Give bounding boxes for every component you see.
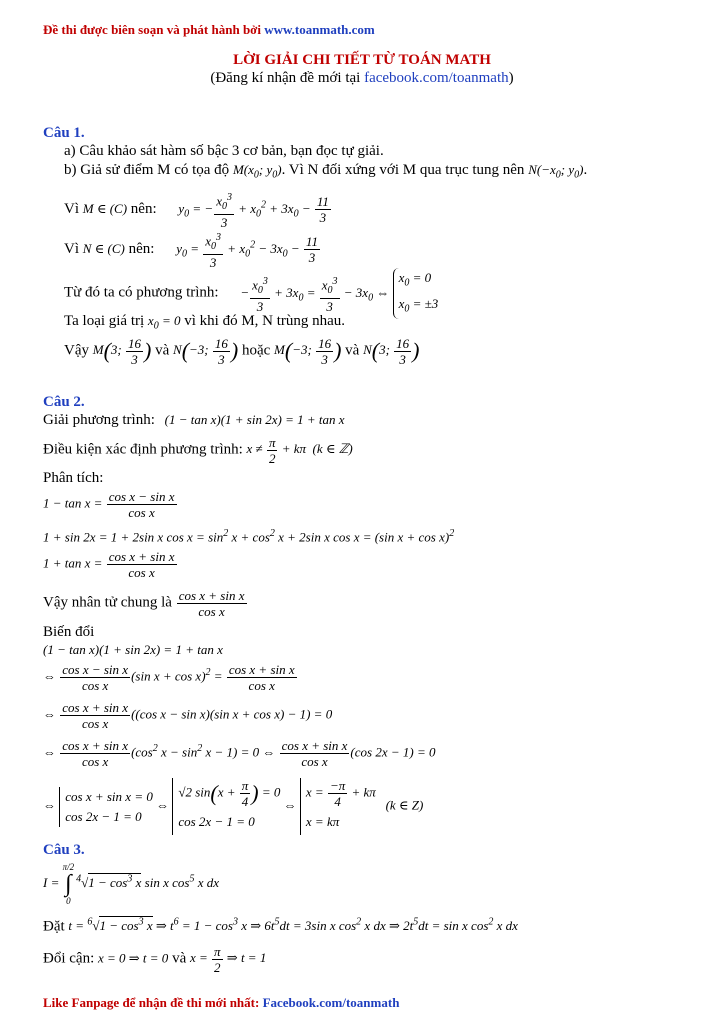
q1-reject-line [64,313,345,332]
q3-integral: I = π/2 ∫ 0 $^4√1 - \cos^3 x$ sin x $\cos^5 x$ dx [43,862,219,906]
q2-domain: x ≠ $\frac{\pi}{2}$ + kπ (k ∈ ℤ) [246,435,353,466]
page-footer [43,995,399,1011]
q1-nen1: nên: [130,200,157,217]
q1-loai-prefix: Ta loại giá trị [64,313,145,329]
n-in-c: N ∈ (C) [82,240,125,256]
answer-m1: M(3; $\frac{16}{3}$ ) [92,336,152,367]
question-1-label: Câu 1. [43,125,85,141]
q2-step-4: ⇔ cos x + sin x = 0 cos 2x − 1 = 0 ⇔ √2 sin(x + $\frac{\pi}{4}$ ) = 0 cos 2x − 1 = 0 ⇔ x = $\frac{-\pi}{4}$ + kπ x = kπ (k ∈ Z) [43,778,423,835]
substitution-chain: $t = ^6√1 - \cos^3 x$ ⇒ $t^6 = 1 - \cos^3 x$ ⇒ $6t^5dt = 3\sin$ x $\cos^2 x$ dx ⇒ $2t^5dt = \sin x$ $\cos^2 x$ dx [68,917,518,934]
subtitle-prefix: (Đăng kí nhận đề mới tại [210,70,365,86]
q3-bounds [43,944,266,975]
q1-b-prefix: b) Giả sử điểm M có tọa độ [64,162,230,178]
footer-text: Like Fanpage để nhận đề thi mới nhất: [43,995,263,1010]
q2-step-0: (1 − tan x)(1 + sin 2x) = 1 + tan x [43,642,223,657]
bound-lower: x = 0 ⇒ t = 0 [97,950,169,966]
q2-step-2: ⇔ $\frac{\text{cos x + sin x}}{\text{cos x}}$ ((cos x − sin x)(sin x + cos x) − 1) = 0 [43,700,333,731]
header-site-link[interactable]: www.toanmath.com [264,22,375,37]
q1-va2: và [345,342,360,359]
q1-conclusion [64,336,419,367]
question-3-label: Câu 3. [43,842,85,858]
q1-loai-suffix: vì khi đó M, N trùng nhau. [184,313,346,329]
q3-doican: Đổi cận: [43,950,95,967]
common-factor: $\frac{\text{cos x + sin x}}{\text{cos x}}$ [178,588,245,619]
q1-vay: Vậy [64,342,89,359]
solution-subtitle [0,70,724,87]
x0-zero: $x_0 = 0$ [147,313,181,332]
question-2-label: Câu 2. [43,394,85,410]
q1-tudo: Từ đó ta có phương trình: [64,284,219,301]
footer-site-link[interactable]: Facebook.com/toanmath [262,995,400,1010]
subtitle-suffix: ) [508,70,514,86]
page-header [43,22,375,38]
bound-upper: x = $\frac{\pi}{2}$ ⇒ t = 1 [189,944,267,975]
point-n-coords: $N(-x_0$; $y_0$) [528,162,584,181]
q1-va1: và [155,342,170,359]
m-in-c: M ∈ (C) [82,200,128,216]
q2-step-3: ⇔ $\frac{\text{cos x + sin x}}{\text{cos x}}$ ($\cos^2$ $x - \sin^2 x - 1) = 0$ ⇔ $\frac{\text{cos x + sin x}}{\text{cos x}}$ (cos 2x − 1) = 0 [43,738,436,769]
q2-identity-2: 1 + sin 2x = 1 + 2sin x $\cos x = \sin^2 x + \cos^2 x + 2\sin$ x cos x = (sin x + cos x)$^2$ [43,528,455,545]
answer-n1: N(−3; $\frac{16}{3}$ ) [173,336,239,367]
q1-nen2: nên: [128,240,155,257]
q1-vi1: Vì [64,200,79,217]
answer-n2: N(3; $\frac{16}{3}$ ) [363,336,420,367]
q2-dieukien: Điều kiện xác định phương trình: [43,441,243,458]
combined-equation: − $\frac{x_0^3}{3}$ + $3x_0$ = $\frac{x_0^3}{3}$ − $3x_0$ ⇔ $x_0 = 0$ $x_0 = \pm 3$ [240,285,438,300]
q3-substitution [43,917,518,935]
header-text: Đề thi được biên soạn và phát hành bởi [43,22,265,37]
q2-biendoi: Biến đổi [43,624,95,640]
q2-identity-3: 1 + tan x = $\frac{\text{cos x + sin x}}{\text{cos x}}$ [43,549,175,580]
q2-phantich: Phân tích: [43,470,104,486]
q1-b-mid: . Vì N đối xứng với M qua trục tung nên [281,162,525,178]
answer-m2: M(−3; $\frac{16}{3}$ ) [274,336,342,367]
q2-common-factor [43,588,248,619]
q1-line-m-on-c [64,190,332,230]
q1-line-n-on-c [64,230,321,270]
q1-vi2: Vì [64,240,79,257]
q2-equation-line [43,412,345,429]
q2-step-1: ⇔ $\frac{\text{cos x − sin x}}{\text{cos x}}$ (sin x + cos x)$^2$ = $\frac{\text{cos x + sin x}}{\text{cos x}}$ [43,662,295,693]
q2-domain-line [43,435,353,466]
q1-part-a: a) Câu khảo sát hàm số bậc 3 cơ bản, bạn đọc tự giải. [64,143,384,159]
q2-identity-1: 1 − tan x = $\frac{\text{cos x − sin x}}{\text{cos x}}$ [43,489,175,520]
q3-va: và [172,950,187,967]
solution-title: LỜI GIẢI CHI TIẾT TỪ TOÁN MATH [233,52,491,68]
q2-equation: (1 − tan x)(1 + sin 2x) = 1 + tan x [164,412,345,427]
q2-vaynhan: Vậy nhân tử chung là [43,594,172,611]
q1-combined-equation [64,268,438,319]
point-m-coords: $M(x_0$; $y_0$) [232,162,282,181]
equation-y0-m: $y_0$ = − $\frac{x_0^3}{3}$ + $x_0^2 + 3x_0$ − $\frac{11}{3}$ [178,192,329,230]
q1-part-b: b) Giả sử điểm M có tọa độ $M(x_0$; $y_0$). Vì N đối xứng với M qua trục tung nên $N(-x_0$; $y_0$). [64,162,588,181]
q1-hoac: hoặc [241,342,271,359]
subtitle-link[interactable]: facebook.com/toanmath [364,70,509,86]
q2-giai: Giải phương trình: [43,412,155,428]
equation-y0-n: $y_0$ = $\frac{x_0^3}{3}$ + $x_0^2 - 3x_0$ − $\frac{11}{3}$ [176,232,318,270]
q3-dat: Đặt [43,918,65,935]
